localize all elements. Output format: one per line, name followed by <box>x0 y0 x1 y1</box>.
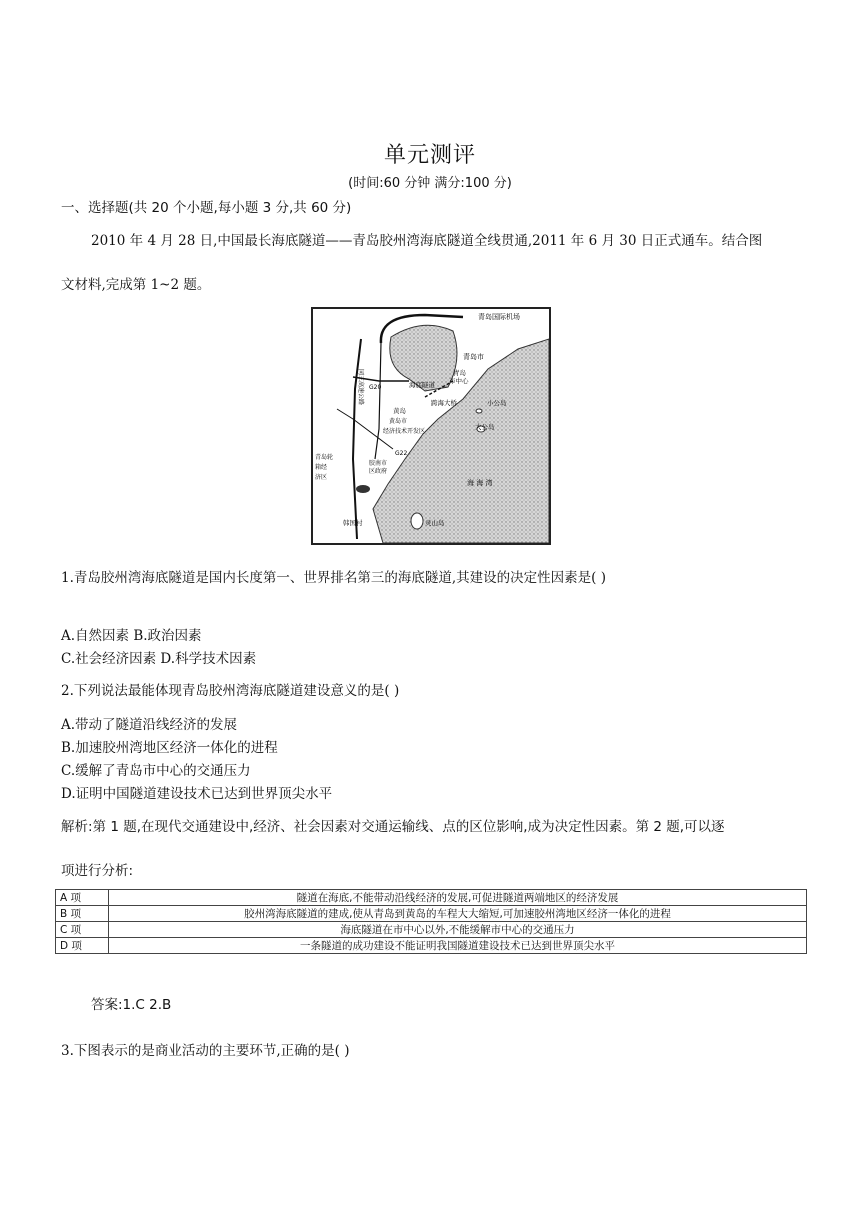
label-huangdao-dev1: 黄岛市 <box>389 418 408 425</box>
question-2-option-a: A.带动了隧道沿线经济的发展 <box>61 717 238 733</box>
label-lingshan: 灵山岛 <box>425 519 445 527</box>
lingshan-island <box>411 513 423 529</box>
jiaonan-marker <box>356 485 370 493</box>
page-title: 单元测评 <box>383 143 476 168</box>
analysis-table <box>55 889 807 954</box>
analysis-line-1: 解析:第 1 题,在现代交通建设中,经济、社会因素对交通运输线、点的区位影响,成为决定性因素。第 2 题,可以逐 <box>61 819 725 835</box>
label-xiaogong: 小公岛 <box>487 399 507 407</box>
table-row <box>56 922 807 938</box>
jiaozhou-bay-map <box>311 307 551 545</box>
row-item-text: 海底隧道在市中心以外,不能缓解市中心的交通压力 <box>109 922 807 938</box>
question-2-option-b: B.加速胶州湾地区经济一体化的进程 <box>61 740 278 756</box>
label-bridge: 跨海大桥 <box>431 399 457 407</box>
analysis-line-2: 项进行分析: <box>61 863 134 879</box>
answer-line: 答案:1.C 2.B <box>91 997 172 1013</box>
label-tunnel: 海底隧道 <box>409 381 435 389</box>
label-airport: 青岛国际机场 <box>478 313 520 321</box>
label-huangdao: 黄岛 <box>393 407 406 415</box>
label-jiaonan1: 胶南市 <box>369 460 388 467</box>
label-dagong: 大公岛 <box>475 423 495 431</box>
row-item-label: A 项 <box>56 890 109 906</box>
intro-line-2: 文材料,完成第 1~2 题。 <box>61 277 211 293</box>
road <box>375 343 381 459</box>
question-1-options-ab: A.自然因素 B.政治因素 <box>61 628 202 644</box>
question-2-option-c: C.缓解了青岛市中心的交通压力 <box>61 763 251 779</box>
row-item-text: 胶州湾海底隧道的建成,使从青岛到黄岛的车程大大缩短,可加速胶州湾地区经济一体化的进程 <box>109 906 807 922</box>
table-row <box>56 890 807 906</box>
label-qdfz1: 青岛轮 <box>315 454 334 461</box>
question-1-options-cd: C.社会经济因素 D.科学技术因素 <box>61 651 257 667</box>
label-qdfz3: 济区 <box>315 474 328 481</box>
label-hanguocun: 韩国村 <box>343 519 363 527</box>
row-item-label: B 项 <box>56 906 109 922</box>
row-item-label: C 项 <box>56 922 109 938</box>
question-3-stem: 3.下图表示的是商业活动的主要环节,正确的是( ) <box>61 1043 350 1059</box>
table-row <box>56 906 807 922</box>
label-highway: 同三高速公路 <box>357 369 364 406</box>
table-row <box>56 938 807 954</box>
section-heading: 一、选择题(共 20 个小题,每小题 3 分,共 60 分) <box>61 200 352 216</box>
label-huangdao-dev2: 经济技术开发区 <box>383 428 426 435</box>
intro-line-1: 2010 年 4 月 28 日,中国最长海底隧道——青岛胶州湾海底隧道全线贯通,2011 年 6 月 30 日正式通车。结合图 <box>91 233 763 249</box>
question-2-stem: 2.下列说法最能体现青岛胶州湾海底隧道建设意义的是( ) <box>61 683 400 699</box>
label-sea: 海 海 湾 <box>467 479 493 487</box>
small-island <box>476 409 482 413</box>
label-qdfz2: 箱经 <box>315 464 328 471</box>
row-item-text: 隧道在海底,不能带动沿线经济的发展,可促进隧道两端地区的经济发展 <box>109 890 807 906</box>
row-item-text: 一条隧道的成功建设不能证明我国隧道建设技术已达到世界顶尖水平 <box>109 938 807 954</box>
label-jiaonan2: 区政府 <box>369 468 388 475</box>
question-2-option-d: D.证明中国隧道建设技术已达到世界顶尖水平 <box>61 786 333 802</box>
label-qingdao-center: 青岛 <box>453 369 466 377</box>
label-road1: G20 <box>369 384 382 391</box>
label-road2: G22 <box>395 450 408 457</box>
label-qingdao-center2: 市中心 <box>449 377 469 385</box>
label-qingdao-city: 青岛市 <box>463 353 484 361</box>
row-item-label: D 项 <box>56 938 109 954</box>
page-subtitle: (时间:60 分钟 满分:100 分) <box>348 176 512 191</box>
question-1-stem: 1.青岛胶州湾海底隧道是国内长度第一、世界排名第三的海底隧道,其建设的决定性因素是( ) <box>61 570 606 586</box>
